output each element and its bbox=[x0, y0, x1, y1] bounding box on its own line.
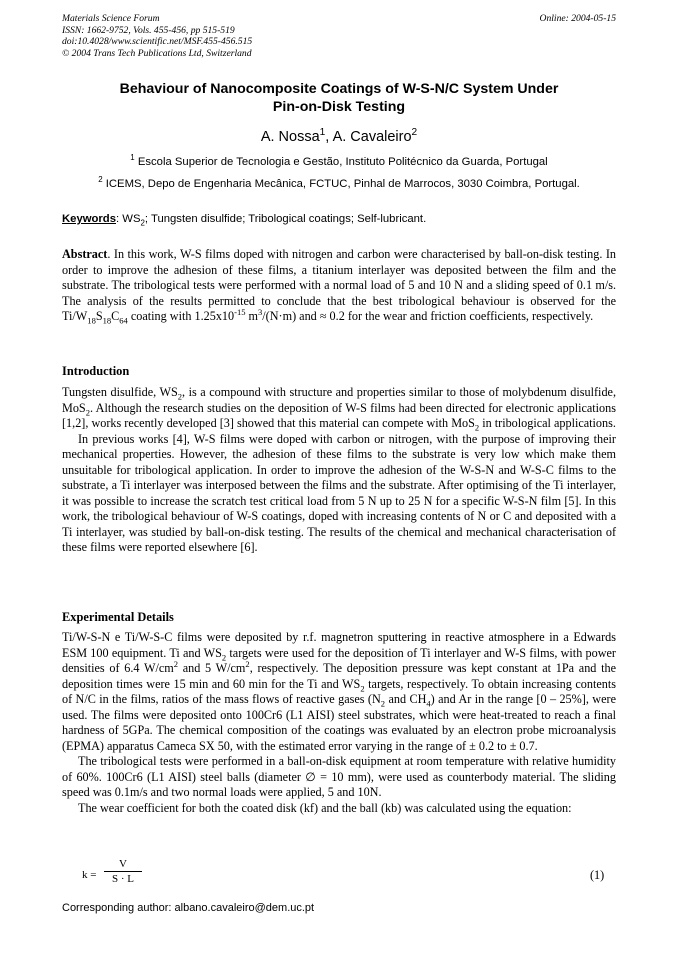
text-run: . Although the research studies on the deposition of W-S films had been directed for electronic applications [1,2], works recently developed [3] showed that this material can compete with MoS bbox=[62, 400, 616, 430]
equation-fraction bbox=[102, 857, 144, 886]
text-run: , is a compound with structure and properties similar to those of molybdenum disulfide, MoS bbox=[62, 385, 616, 415]
paragraph bbox=[62, 385, 616, 432]
subscript: 2 bbox=[140, 218, 145, 228]
equation-denominator: S · L bbox=[112, 873, 134, 885]
abstract-text: m bbox=[245, 309, 259, 323]
paragraph: The tribological tests were performed in a ball-on-disk equipment at room temperature with relative humidity of 60%. 100Cr6 (L1 AISI) steel balls (diameter ∅ = 10 mm), were used as counterbody material. The sliding speed was 0.1m/s and two normal loads were applied, 5 and 10N. bbox=[62, 754, 616, 799]
subscript: 2 bbox=[221, 651, 227, 662]
superscript: 3 bbox=[258, 306, 263, 317]
affiliation-text: ICEMS, Depo de Engenharia Mecânica, FCTUC, Pinhal de Marrocos, 3030 Coimbra, Portugal. bbox=[105, 178, 580, 190]
abstract-text: S bbox=[95, 309, 103, 323]
corresponding-author-footnote: Corresponding author: albano.cavaleiro@dem.uc.pt bbox=[62, 902, 315, 914]
section-heading-introduction: Introduction bbox=[62, 364, 130, 378]
superscript: -15 bbox=[234, 306, 246, 317]
title-line-2: Pin-on-Disk Testing bbox=[272, 99, 406, 115]
affiliation-mark: 1 bbox=[130, 153, 135, 163]
author-name: A. Nossa bbox=[260, 129, 320, 145]
affiliation-2 bbox=[62, 177, 616, 191]
paragraph: In previous works [4], W-S films were doped with carbon or nitrogen, with the purpose of improving their mechanical properties. However, the adhesion of these films to the substrate is very low which make them unsuitable for tribological application. In order to improve the adhesion of the W-S-N and W-S-C films to the substrate, a Ti interlayer was interposed between the films and the substrate. After optimising of the Ti interlayer, it was possible to increase the scratch test critical load from 5 N up to 25 N for a specific W-S-N film [5]. In this work, the tribological behaviour of W-S coatings, doped with increasing contents of N or C and deposited with a Ti interlayer, was studied by ball-on-disk testing. The results of the chemical and mechanical characterisation of these films were reported elsewhere [6]. bbox=[62, 431, 616, 554]
journal-issn: ISSN: 1662-9752, Vols. 455-456, pp 515-519 bbox=[62, 24, 235, 36]
abstract-text: /(N·m) and ≈ 0.2 for the wear and friction coefficients, respectively. bbox=[262, 309, 594, 323]
paragraph bbox=[62, 630, 616, 754]
author-affiliation-mark: 2 bbox=[411, 127, 418, 139]
affiliation-text: Escola Superior de Tecnologia e Gestão, Instituto Politécnico da Guarda, Portugal bbox=[137, 156, 548, 168]
subscript: 2 bbox=[474, 422, 480, 433]
subscript: 2 bbox=[380, 698, 386, 709]
superscript: 2 bbox=[173, 658, 179, 669]
text-run: ) and Ar in the range [0 – 25%], were used. The films were deposited onto 100Cr6 (L1 AISI) steel substrates, which were heat-treated to reach a final hardness of 5GPa. The chemical composition of the coatings was evaluated by an electron probe microanalysis (EPMA) apparatus Cameca SX 50, with the estimated error varying in the range of ± 0.2 to ± 0.7. bbox=[62, 692, 616, 753]
keywords-label: Keywords bbox=[62, 213, 116, 225]
abstract-label: Abstract bbox=[62, 247, 108, 261]
subscript: 2 bbox=[85, 406, 90, 417]
text-run: in tribological applications. bbox=[479, 416, 616, 430]
text-run: Ti/W-S-N e Ti/W-S-C films were deposited by r.f. magnetron sputtering in reactive atmosphere in a Edwards ESM 100 equipment. Ti and WS bbox=[62, 630, 616, 660]
text-run: Tungsten disulfide, WS bbox=[62, 385, 178, 399]
author-list bbox=[62, 128, 616, 146]
title-line-1: Behaviour of Nanocomposite Coatings of W-S-N/C System Under bbox=[119, 81, 559, 97]
keywords-text: ; Tungsten disulfide; Tribological coatings; Self-lubricant. bbox=[144, 213, 427, 225]
text-run: and CH bbox=[385, 692, 427, 706]
text-run: and 5 W/cm bbox=[178, 661, 246, 675]
abstract-text: coating with 1.25x10 bbox=[127, 309, 235, 323]
abstract-text: . In this work, W-S films doped with nitrogen and carbon were characterised by ball-on-disk testing. In order to improve the adhesion of these films, a titanium interlayer was deposited between the film and the substrate. The tribological tests were performed with a normal load of 5 and 10 N and a sliding speed of 0.1 m/s. The analysis of the results permitted to conclude that the best tribological behaviour is observed for the Ti/W bbox=[62, 247, 616, 323]
subscript: 18 bbox=[102, 315, 112, 326]
journal-name: Materials Science Forum bbox=[62, 13, 160, 24]
author-affiliation-mark: 1 bbox=[319, 127, 326, 139]
experimental-section bbox=[62, 630, 616, 816]
equation-numerator: V bbox=[119, 858, 127, 870]
subscript: 18 bbox=[87, 315, 96, 326]
affiliation-1 bbox=[62, 155, 616, 169]
introduction-section bbox=[62, 385, 616, 556]
online-date: Online: 2004-05-15 bbox=[539, 13, 616, 24]
superscript: 2 bbox=[245, 658, 250, 669]
journal-doi: doi:10.4028/www.scientific.net/MSF.455-456.515 bbox=[62, 36, 253, 48]
abstract bbox=[62, 247, 616, 325]
author-name: A. Cavaleiro bbox=[332, 129, 412, 145]
keywords bbox=[62, 212, 616, 226]
subscript: 2 bbox=[177, 391, 183, 402]
section-heading-experimental: Experimental Details bbox=[62, 610, 174, 624]
journal-copyright: © 2004 Trans Tech Publications Ltd, Switzerland bbox=[62, 47, 252, 59]
subscript: 4 bbox=[426, 698, 431, 709]
equation-lhs: k = bbox=[82, 869, 97, 881]
abstract-text: C bbox=[111, 309, 120, 323]
keywords-text: : WS bbox=[116, 213, 141, 225]
text-run: targets were used for the deposition of Ti interlayer and W-S films, with power densities of 6.4 W/cm bbox=[62, 645, 616, 675]
journal-header bbox=[62, 13, 616, 59]
affiliation-mark: 2 bbox=[98, 175, 103, 185]
paper-title bbox=[62, 80, 616, 116]
equation-number: (1) bbox=[590, 868, 605, 882]
subscript: 64 bbox=[119, 315, 128, 326]
text-run: targets, respectively. To obtain increasing contents of N/C in the films, ratios of the mass flows of reactive gases (N bbox=[62, 676, 616, 706]
subscript: 2 bbox=[360, 682, 365, 693]
author-separator: , bbox=[325, 129, 333, 145]
text-run: , respectively. The deposition pressure was kept constant at 1Pa and the deposition times were 15 min and 60 min for the Ti and WS bbox=[62, 661, 616, 691]
paragraph: The wear coefficient for both the coated disk (kf) and the ball (kb) was calculated using the equation: bbox=[78, 800, 572, 815]
